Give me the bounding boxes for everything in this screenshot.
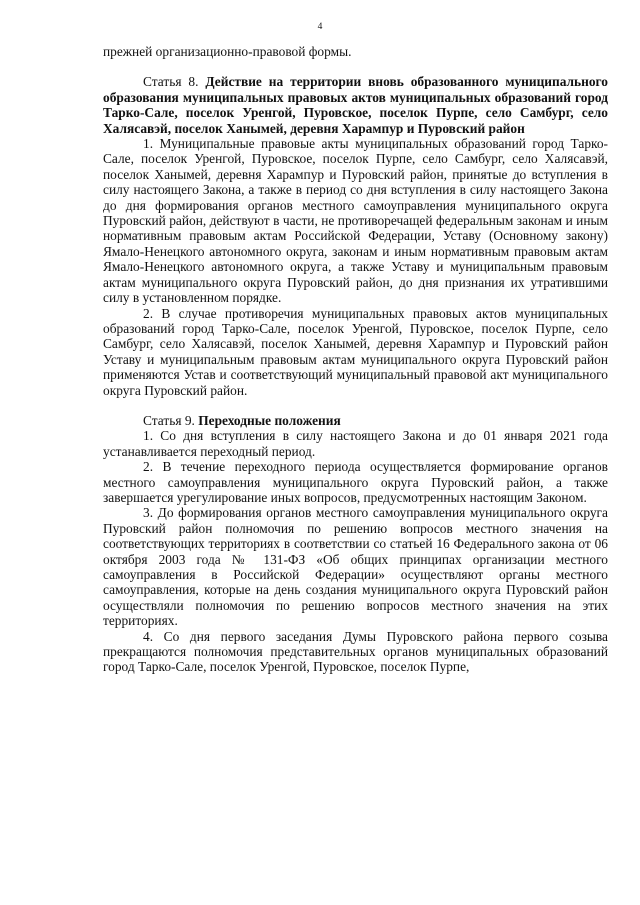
article-9-prefix: Статья 9. [143,412,195,428]
article-8-paragraph-1: 1. Муниципальные правовые акты муниципальных образований город Тарко-Сале, поселок Уренгой, Пуровское, поселок Пурпе, село Самбург, село Халясавэй, поселок Ханымей, деревня Харампур и Пуровский район, принятые до вступления в силу настоящего Закона, а также в период со дня вступления в силу настоящего Закона до дня формирования органов местного самоуправления муниципального округа Пуровский район, действуют в части, не противоречащей федеральным законам и иным нормативным правовым актам Российской Федерации, Уставу (Основному закону) Ямало-Ненецкого автономного округа, законам и иным нормативным правовым актам Ямало-Ненецкого автономного округа, а также Уставу и муниципальным правовым актам муниципального округа Пуровский район, до дня признания их утратившими силу в установленном порядке. [103,136,608,306]
article-9-paragraph-3: 3. До формирования органов местного самоуправления муниципального округа Пуровский район полномочия по решению вопросов местного значения на соответствующих территориях в соответствии со статьей 16 Федерального закона от 06 октября 2003 года № 131-ФЗ «Об общих принципах организации местного самоуправления в Российской Федерации» осуществляют органы местного самоуправления, которые на день создания муниципального округа Пуровский район осуществляли полномочия по решению вопросов местного значения на этих территориях. [103,505,608,629]
article-8-paragraph-2: 2. В случае противоречия муниципальных правовых актов муниципальных образований город Тарко-Сале, поселок Уренгой, Пуровское, поселок Пурпе, село Самбург, село Халясавэй, поселок Ханымей, деревня Харампур и Пуровский район Уставу и муниципальным правовым актам муниципального округа Пуровский район применяются Устав и соответствующий муниципальный правовой акт муниципального округа Пуровский район. [103,305,608,398]
article-9-title: Переходные положения [198,412,341,428]
article-8-title: Действие на территории вновь образованного муниципального образования муниципальных правовых актов муниципальных образований город Тарко-Сале, поселок Уренгой, Пуровское, поселок Пурпе, село Самбург, село Халясавэй, поселок Ханымей, деревня Харампур и Пуровский район [103,74,608,136]
continuation-text: прежней организационно-правовой формы. [103,44,352,59]
page-number: 4 [317,22,323,32]
article-9-paragraph-4: 4. Со дня первого заседания Думы Пуровского района первого созыва прекращаются полномочия представительных органов муниципальных образований город Тарко-Сале, поселок Уренгой, Пуровское, поселок Пурпе, [103,628,608,675]
article-8-prefix: Статья 8. [143,74,199,90]
article-9-paragraph-2: 2. В течение переходного периода осуществляется формирование органов местного самоуправления муниципального округа Пуровский район, а также завершается урегулирование иных вопросов, предусмотренных настоящим Законом. [103,459,608,505]
article-9-paragraph-1: 1. Со дня вступления в силу настоящего Закона и до 01 января 2021 года устанавливается переходный период. [103,428,608,459]
article-8-heading [103,74,608,136]
document-body [103,44,608,675]
article-9-heading [103,413,608,428]
